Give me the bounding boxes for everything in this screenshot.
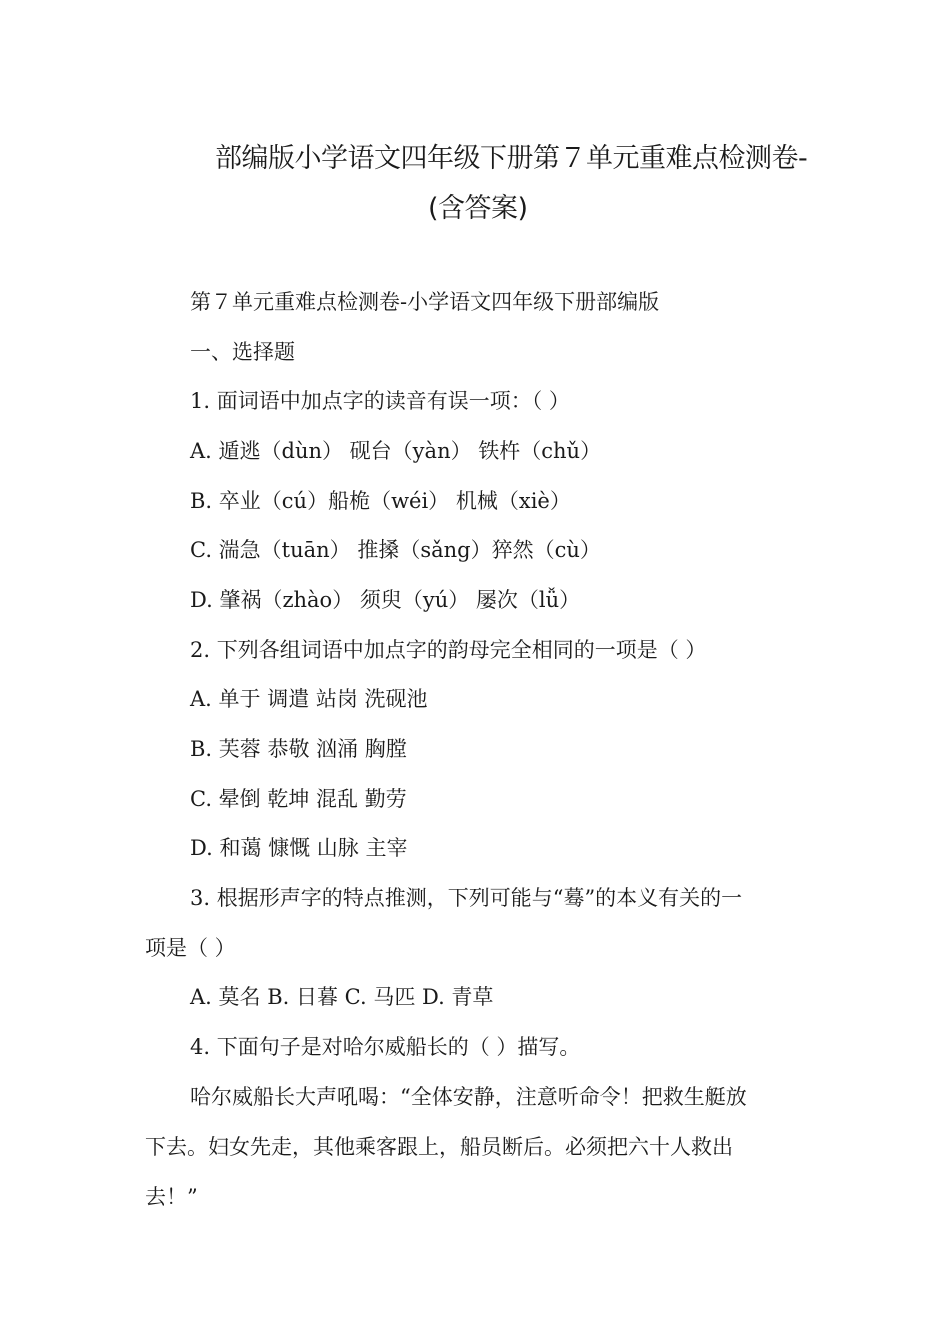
question-3-options: A. 莫名 B. 日暮 C. 马匹 D. 青草 (190, 985, 494, 1009)
question-1-option-a: A. 遁逃（dùn） 砚台（yàn） 铁杵（chǔ） (190, 439, 602, 463)
question-2-option-b: B. 芙蓉 恭敬 汹涌 胸膛 (190, 737, 407, 761)
section-heading: 一、选择题 (190, 340, 295, 364)
question-4-passage-line-2: 下去。妇女先走，其他乘客跟上，船员断后。必须把六十人救出 (145, 1135, 733, 1159)
document-title-line-2: (含答案) (428, 193, 528, 224)
question-2-stem: 2. 下列各组词语中加点字的韵母完全相同的一项是（ ） (190, 638, 707, 662)
question-4-stem: 4. 下面句子是对哈尔威船长的（ ）描写。 (190, 1035, 581, 1059)
subtitle: 第７单元重难点检测卷-小学语文四年级下册部编版 (190, 290, 660, 314)
question-4-passage-line-3: 去！” (145, 1185, 198, 1209)
question-2-option-c: C. 晕倒 乾坤 混乱 勤劳 (190, 787, 407, 811)
question-1-stem: 1. 面词语中加点字的读音有误一项：（ ） (190, 389, 570, 413)
question-4-passage-line-1: 哈尔威船长大声吼喝：“全体安静，注意听命令！把救生艇放 (190, 1085, 747, 1109)
question-1-option-c: C. 湍急（tuān） 推搡（sǎng）猝然（cù） (190, 538, 601, 562)
question-1-option-d: D. 肇祸（zhào） 须臾（yú） 屡次（lǚ） (190, 588, 581, 612)
question-1-option-b: B. 卒业（cú）船桅（wéi） 机械（xiè） (190, 489, 571, 513)
question-3-stem-line-1: 3. 根据形声字的特点推测，下列可能与“蓦”的本义有关的一 (190, 886, 743, 910)
question-2-option-d: D. 和蔼 慷慨 山脉 主宰 (190, 836, 408, 860)
question-3-stem-line-2: 项是（ ） (145, 936, 236, 960)
document-title-line-1: 部编版小学语文四年级下册第７单元重难点检测卷- (215, 143, 808, 174)
question-2-option-a: A. 单于 调遣 站岗 洗砚池 (190, 687, 428, 711)
